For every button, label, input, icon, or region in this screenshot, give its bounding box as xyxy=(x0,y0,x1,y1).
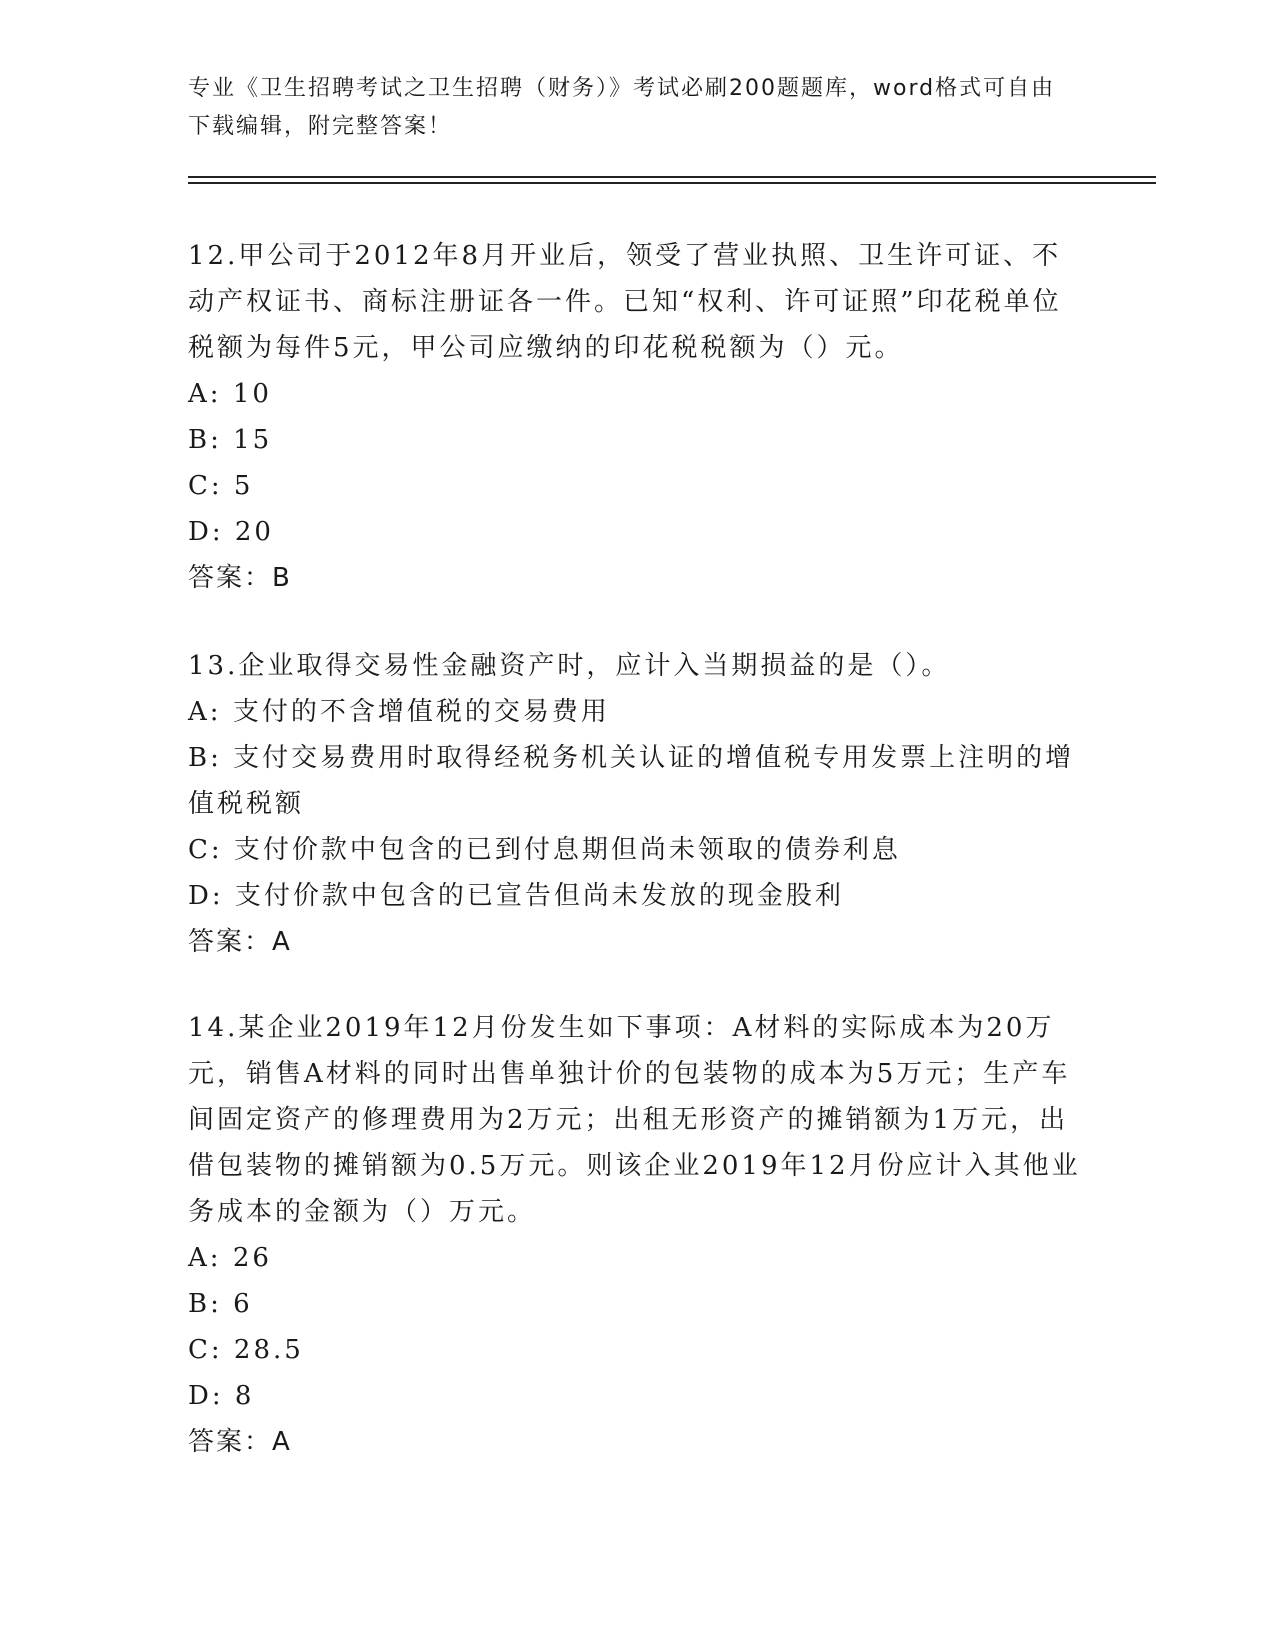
option-text: 5 xyxy=(233,471,254,501)
option-text: 8 xyxy=(234,1381,255,1411)
option-c xyxy=(188,827,1088,873)
option-letter: D: xyxy=(188,517,224,547)
option-letter: B: xyxy=(188,1289,222,1319)
option-letter: A: xyxy=(188,697,222,727)
option-c xyxy=(188,1327,1088,1373)
option-text: 20 xyxy=(234,517,274,547)
option-text: 支付价款中包含的已宣告但尚未发放的现金股利 xyxy=(234,881,844,911)
header-divider-top xyxy=(188,176,1156,178)
option-letter: D: xyxy=(188,881,224,911)
option-text: 15 xyxy=(233,425,273,455)
option-a xyxy=(188,689,1088,735)
option-text: 支付的不含增值税的交易费用 xyxy=(232,697,610,727)
option-letter: A: xyxy=(188,379,222,409)
question-stem xyxy=(188,643,1088,689)
question-14 xyxy=(188,1005,1088,1465)
option-letter: C: xyxy=(188,1335,223,1365)
option-letter: D: xyxy=(188,1381,224,1411)
option-letter: B: xyxy=(188,743,222,773)
answer-line: 答案：B xyxy=(188,563,292,593)
header-text: 专业《卫生招聘考试之卫生招聘（财务）》考试必刷200题题库，word格式可自由下载编辑，附完整答案！ xyxy=(188,76,1056,139)
header-divider-bottom xyxy=(188,182,1156,184)
option-b xyxy=(188,735,1088,827)
option-d xyxy=(188,1373,1088,1419)
question-text: 甲公司于2012年8月开业后，领受了营业执照、卫生许可证、不动产权证书、商标注册证各一件。已知“权利、许可证照”印花税单位税额为每件5元，甲公司应缴纳的印花税税额为（）元。 xyxy=(188,241,1062,363)
question-text: 企业取得交易性金融资产时，应计入当期损益的是（）。 xyxy=(238,651,951,681)
question-stem xyxy=(188,1005,1088,1235)
option-letter: C: xyxy=(188,471,223,501)
question-12 xyxy=(188,233,1088,601)
option-text: 10 xyxy=(232,379,272,409)
option-text: 6 xyxy=(233,1289,253,1319)
question-number: 12. xyxy=(188,241,239,271)
option-letter: B: xyxy=(188,425,222,455)
document-header xyxy=(188,70,1068,146)
option-d xyxy=(188,509,1088,555)
option-letter: A: xyxy=(188,1243,222,1273)
option-b xyxy=(188,1281,1088,1327)
option-b xyxy=(188,417,1088,463)
option-d xyxy=(188,873,1088,919)
option-a xyxy=(188,371,1088,417)
question-stem xyxy=(188,233,1088,371)
option-text: 28.5 xyxy=(233,1335,304,1365)
question-13 xyxy=(188,643,1088,965)
option-c xyxy=(188,463,1088,509)
option-text: 支付价款中包含的已到付息期但尚未领取的债券利息 xyxy=(233,835,901,865)
question-number: 14. xyxy=(188,1013,239,1043)
option-text: 支付交易费用时取得经税务机关认证的增值税专用发票上注明的增值税税额 xyxy=(188,743,1075,819)
option-text: 26 xyxy=(232,1243,272,1273)
answer-line: 答案：A xyxy=(188,1427,292,1457)
option-a xyxy=(188,1235,1088,1281)
question-number: 13. xyxy=(188,651,239,681)
answer-line: 答案：A xyxy=(188,927,292,957)
option-letter: C: xyxy=(188,835,223,865)
question-text: 某企业2019年12月份发生如下事项：A材料的实际成本为20万元，销售A材料的同时出售单独计价的包装物的成本为5万元；生产车间固定资产的修理费用为2万元；出租无形资产的摊销额为1万元，出借包装物的摊销额为0.5万元。则该企业2019年12月份应计入其他业务成本的金额为（）万元。 xyxy=(188,1013,1081,1227)
